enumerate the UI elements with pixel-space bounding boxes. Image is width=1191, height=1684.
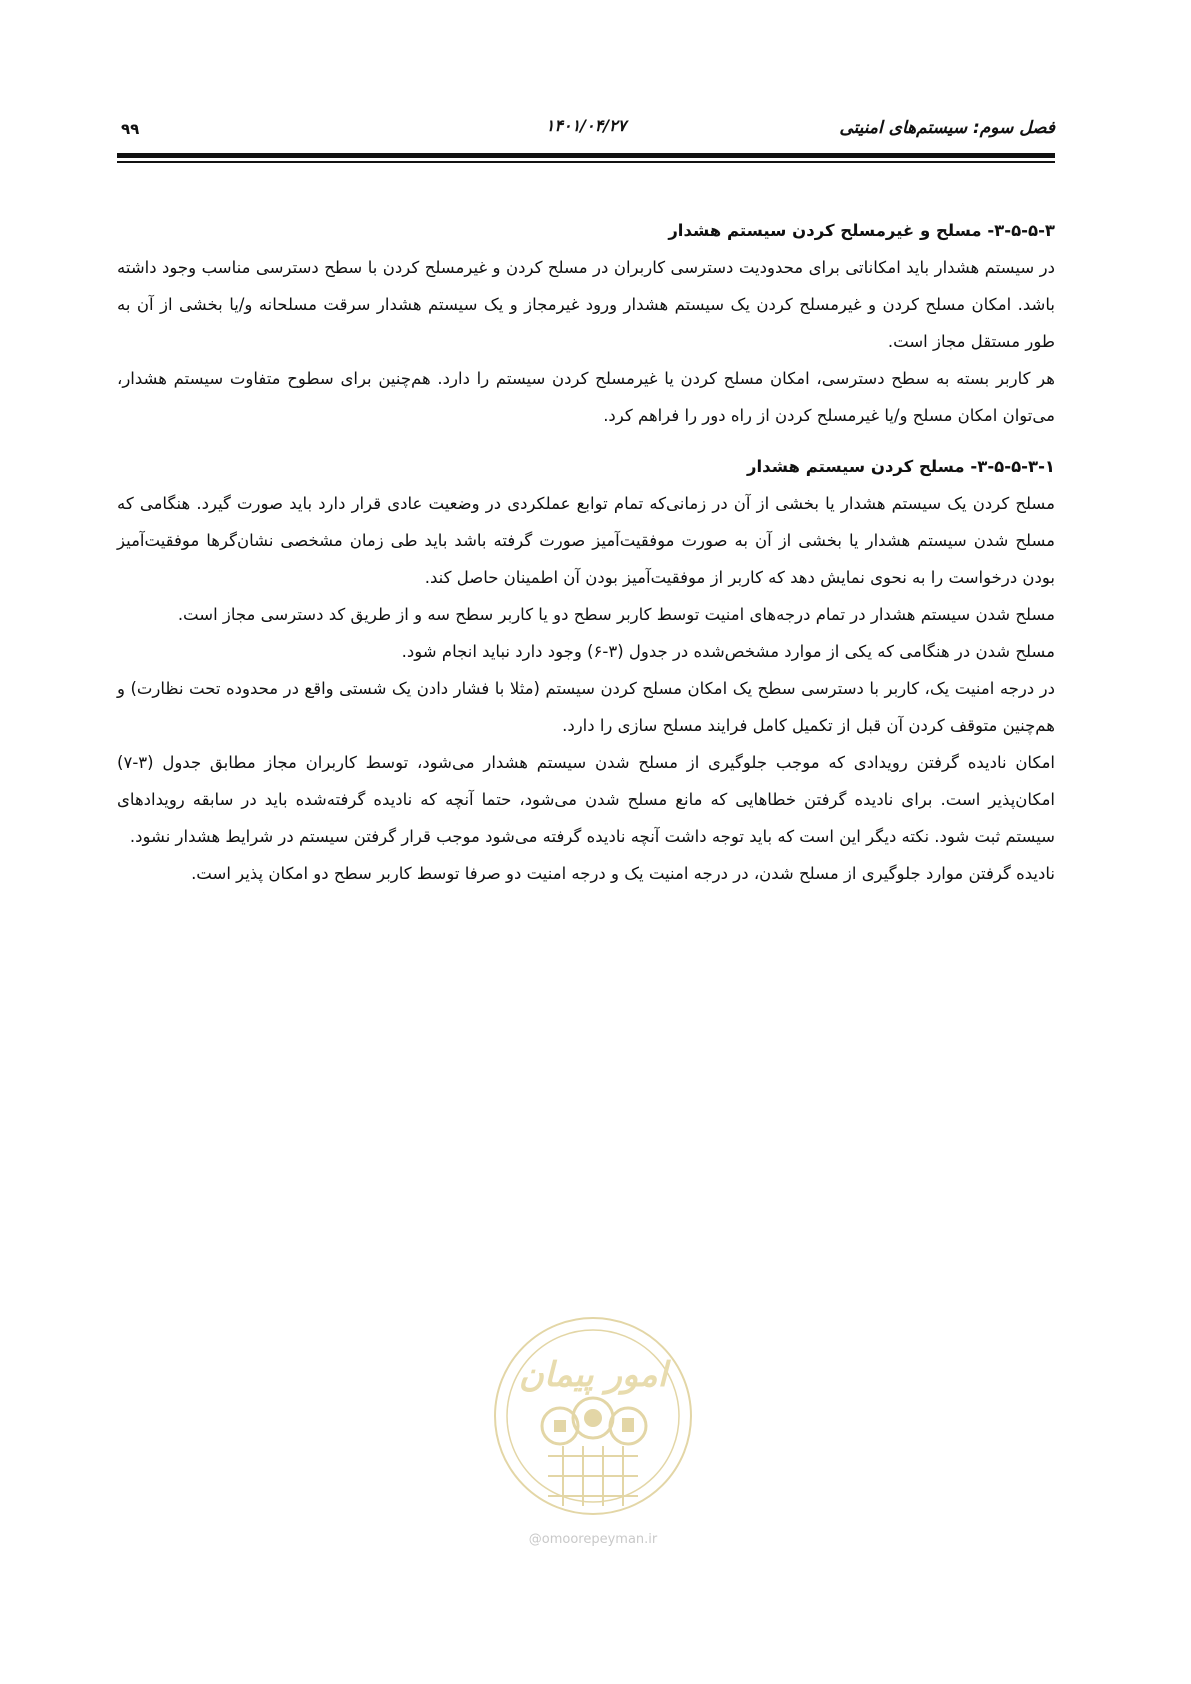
page-number: ۹۹ [121, 120, 140, 138]
paragraph: در درجه امنیت یک، کاربر با دسترسی سطح یک امکان مسلح کردن سیستم (مثلا با فشار دادن یک شستی واقع در محدوده تحت نظارت) و هم‌چنین متوقف کردن آن قبل از تکمیل کامل فرایند مسلح سازی را دارد. [117, 679, 1055, 735]
watermark-url: @omoorepeyman.ir [528, 1532, 658, 1547]
paragraph: نادیده گرفتن موارد جلوگیری از مسلح شدن، در درجه امنیت یک و درجه امنیت دو صرفا توسط کاربر سطح دو امکان پذیر است. [191, 864, 1055, 883]
paragraph: مسلح شدن در هنگامی که یکی از موارد مشخص‌شده در جدول (۳-۶) وجود دارد نباید انجام شود. [401, 642, 1055, 661]
seal-logo-text: امور پیمان [518, 1355, 668, 1395]
paragraph: مسلح کردن یک سیستم هشدار یا بخشی از آن در زمانی‌که تمام توابع عملکردی در وضعیت عادی قرار دارد باید صورت گیرد. هنگامی که مسلح شدن سیستم هشدار یا بخشی از آن به صورت موفقیت‌آمیز صورت گرفته باشد باید طی زمان مشخصی نشان‌گرها موفقیت‌آمیز بودن درخواست را به نحوی نمایش دهد که کاربر از موفقیت‌آمیز بودن آن اطمینان حاصل کند. [117, 494, 1055, 587]
paragraph: هر کاربر بسته به سطح دسترسی، امکان مسلح کردن یا غیرمسلح کردن سیستم را دارد. هم‌چنین برای سطوح متفاوت سیستم هشدار، می‌توان امکان مسلح و/یا غیرمسلح کردن از راه دور را فراهم کرد. [117, 369, 1055, 425]
section-heading: ۳-۵-۵-۳- مسلح و غیرمسلح کردن سیستم هشدار [668, 221, 1055, 240]
page-header [117, 112, 1055, 146]
watermark-seal [488, 1306, 698, 1556]
paragraph: در سیستم هشدار باید امکاناتی برای محدودیت دسترسی کاربران در مسلح کردن و غیرمسلح کردن با سطح دسترسی مناسب وجود داشته باشد. امکان مسلح کردن و غیرمسلح کردن یک سیستم هشدار ورود غیرمجاز و یک سیستم هشدار سرقت مسلحانه و/یا بخشی از آن به طور مستقل مجاز است. [117, 258, 1055, 351]
paragraph: مسلح شدن سیستم هشدار در تمام درجه‌های امنیت توسط کاربر سطح دو یا کاربر سطح سه و از طریق کد دسترسی مجاز است. [177, 605, 1055, 624]
header-rule-thick [117, 153, 1055, 158]
chapter-title: فصل سوم: سیستم‌های امنیتی [839, 118, 1055, 138]
header-date: ۱۴۰۱/۰۴/۲۷ [545, 116, 627, 135]
paragraph: امکان نادیده گرفتن رویدادی که موجب جلوگیری از مسلح شدن سیستم هشدار می‌شود، توسط کاربران مجاز مطابق جدول (۳-۷) امکان‌پذیر است. برای نادیده گرفتن خطاهایی که مانع مسلح شدن می‌شود، حتما آنچه که نادیده گرفته‌شده باید در سابقه رویدادهای سیستم ثبت شود. نکته دیگر این است که باید توجه داشت آنچه نادیده گرفته می‌شود موجب قرار گرفتن سیستم در شرایط هشدار نشود. [117, 753, 1055, 846]
header-rule-thin [117, 161, 1055, 163]
seal-logo-icon [488, 1306, 698, 1526]
document-body [117, 212, 1055, 892]
subsection-heading: ۳-۵-۵-۳-۱- مسلح کردن سیستم هشدار [747, 457, 1055, 476]
